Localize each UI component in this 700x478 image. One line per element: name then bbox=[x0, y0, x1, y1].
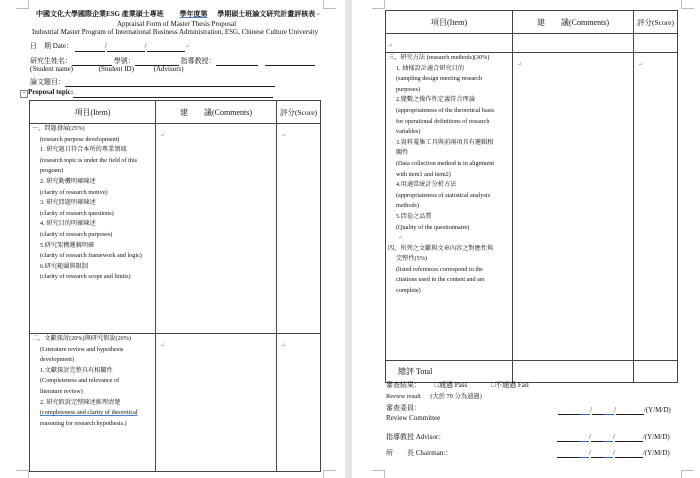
review-result-row: 審查結果： □通過 Pass □不通過 Fail bbox=[386, 381, 529, 389]
table-move-handle-icon[interactable]: + bbox=[20, 90, 28, 98]
table-header-row bbox=[30, 101, 321, 124]
advisor-date-field[interactable]: / / /(Y/M/D) bbox=[557, 433, 670, 442]
thesis-title-field[interactable] bbox=[65, 78, 275, 87]
total-comments-cell[interactable] bbox=[513, 361, 634, 383]
total-label: 總評 Total bbox=[386, 361, 513, 383]
crop-mark bbox=[16, 0, 29, 9]
comments-cell[interactable]: ↵ bbox=[156, 124, 277, 334]
header-item: 項目(Item) bbox=[386, 11, 513, 34]
appraisal-table-right bbox=[385, 10, 678, 383]
header-score: 評分(Score) bbox=[634, 11, 678, 34]
item-cell-problem-development: 一、問題發展(25%) (research purpose development) 1. 研究題目符合本所的專業領域 (research topic is under the field of this program) 2. 研究動機明確陳述 (clarity of research motive) 3. 研究問題明確陳述 (clarity of research questions) 4. 研究目的明確陳述 (clarity of research purposes) 5.研究架構邏輯明確 (clarity of research framework and logic) 6.研究範圍與限制 (clarity of research scope and limits) bbox=[30, 124, 156, 334]
title-zh: 中國文化大學國際企業ESG 產業碩士專班 學年度第 學期碩士班論文研究計畫評核表↵ bbox=[36, 10, 321, 18]
header-item: 項目(Item) bbox=[30, 101, 156, 124]
table-row bbox=[30, 124, 321, 334]
crop-mark bbox=[323, 0, 336, 9]
chairman-date-field[interactable]: / / /(Y/M/D) bbox=[557, 449, 670, 458]
table-blank-row: ↵ bbox=[386, 34, 678, 53]
document-page-2[interactable] bbox=[352, 0, 700, 478]
committee-label-zh: 審查委員： bbox=[386, 404, 421, 412]
header-comments: 建 議(Comments) bbox=[513, 11, 634, 34]
appraisal-table-left bbox=[29, 100, 321, 472]
score-cell[interactable]: ↵ bbox=[277, 124, 321, 334]
item-cell-literature-review: 二、文獻探討(20%)與研究假說(20%) (Literature review and hypothesis development) 1.文獻探討完整具有相關性 (Completeness and relevance of literature review) 2. 研究假說完整陳述推理清楚 (completeness and clarity of theoretical reasoning for research hypothesis.) bbox=[30, 334, 156, 472]
fail-checkbox[interactable]: □不通過 Fail bbox=[490, 381, 529, 389]
comments-cell[interactable]: ↵ bbox=[156, 334, 277, 472]
committee-label-en: Review Committee bbox=[386, 414, 441, 422]
table-row bbox=[386, 53, 678, 361]
advisor-signature-label: 指導教授 Advisor： bbox=[386, 433, 446, 441]
score-cell[interactable]: ↵ bbox=[634, 53, 678, 361]
pass-checkbox[interactable]: □通過 Pass bbox=[434, 381, 468, 389]
table-header-row bbox=[386, 11, 678, 34]
crop-mark bbox=[681, 470, 694, 478]
document-page-1[interactable] bbox=[0, 0, 345, 478]
title-en-1: Appraisal Form of Master Thesis Proposal bbox=[117, 20, 237, 28]
crop-mark bbox=[372, 0, 385, 9]
proposal-topic-row: + Proposal topic: bbox=[20, 88, 273, 98]
chairman-signature-label: 所 長 Chairman:： bbox=[386, 449, 453, 457]
advisor-field[interactable] bbox=[216, 57, 258, 66]
crop-mark bbox=[323, 470, 336, 478]
crop-mark bbox=[16, 470, 29, 478]
title-en-2: Industrial Master Program of International Business Administration, ESG, Chinese Culture University bbox=[32, 28, 319, 36]
total-score-cell[interactable] bbox=[634, 361, 678, 383]
table-row bbox=[30, 334, 321, 472]
header-score: 評分(Score) bbox=[277, 101, 321, 124]
crop-mark bbox=[372, 470, 385, 478]
date-row: 日 期 Date： / / ↵ bbox=[30, 42, 190, 50]
crop-mark bbox=[681, 0, 694, 9]
thesis-title-row: 論文題目： bbox=[30, 78, 275, 87]
proposal-topic-field[interactable] bbox=[73, 89, 273, 98]
table-total-row bbox=[386, 361, 678, 383]
review-result-en-row: Review result (大於 70 分為通過) bbox=[386, 393, 482, 400]
student-info-row-zh: 研究生姓名： 學號： 指導教授： bbox=[30, 57, 315, 66]
committee-date-field[interactable]: / / /(Y/M/D) bbox=[558, 406, 671, 415]
score-cell[interactable]: ↵ bbox=[277, 334, 321, 472]
page-gap bbox=[345, 0, 352, 478]
item-cell-research-methods: 三、研究方法 (research methods)(30%) 1. 抽樣設計適合研究目的 (sampling design meeting research purposes) 2.變數之操作性定義符合理論 (appropriateness of the theoretical basis for operational definitions of research variables) 3.資料蒐集工具與前兩項具有邏輯相 關性 (Data collection method is in alignment with item1 and item2) 4.用適當統計分析方法 (appropriateness of statistical analysis methods) 5.問卷之品質 (Quality of the questionnaire) ↵ 四、所列之文獻與文章內容之對應性與 完整性(5%) (listed references correspond to the citations used in the content and are complete) bbox=[386, 53, 513, 361]
header-comments: 建 議(Comments) bbox=[156, 101, 277, 124]
comments-cell[interactable]: ↵ bbox=[513, 53, 634, 361]
student-info-row-en: (Student name) (Student ID) (Advisors) bbox=[30, 65, 184, 73]
